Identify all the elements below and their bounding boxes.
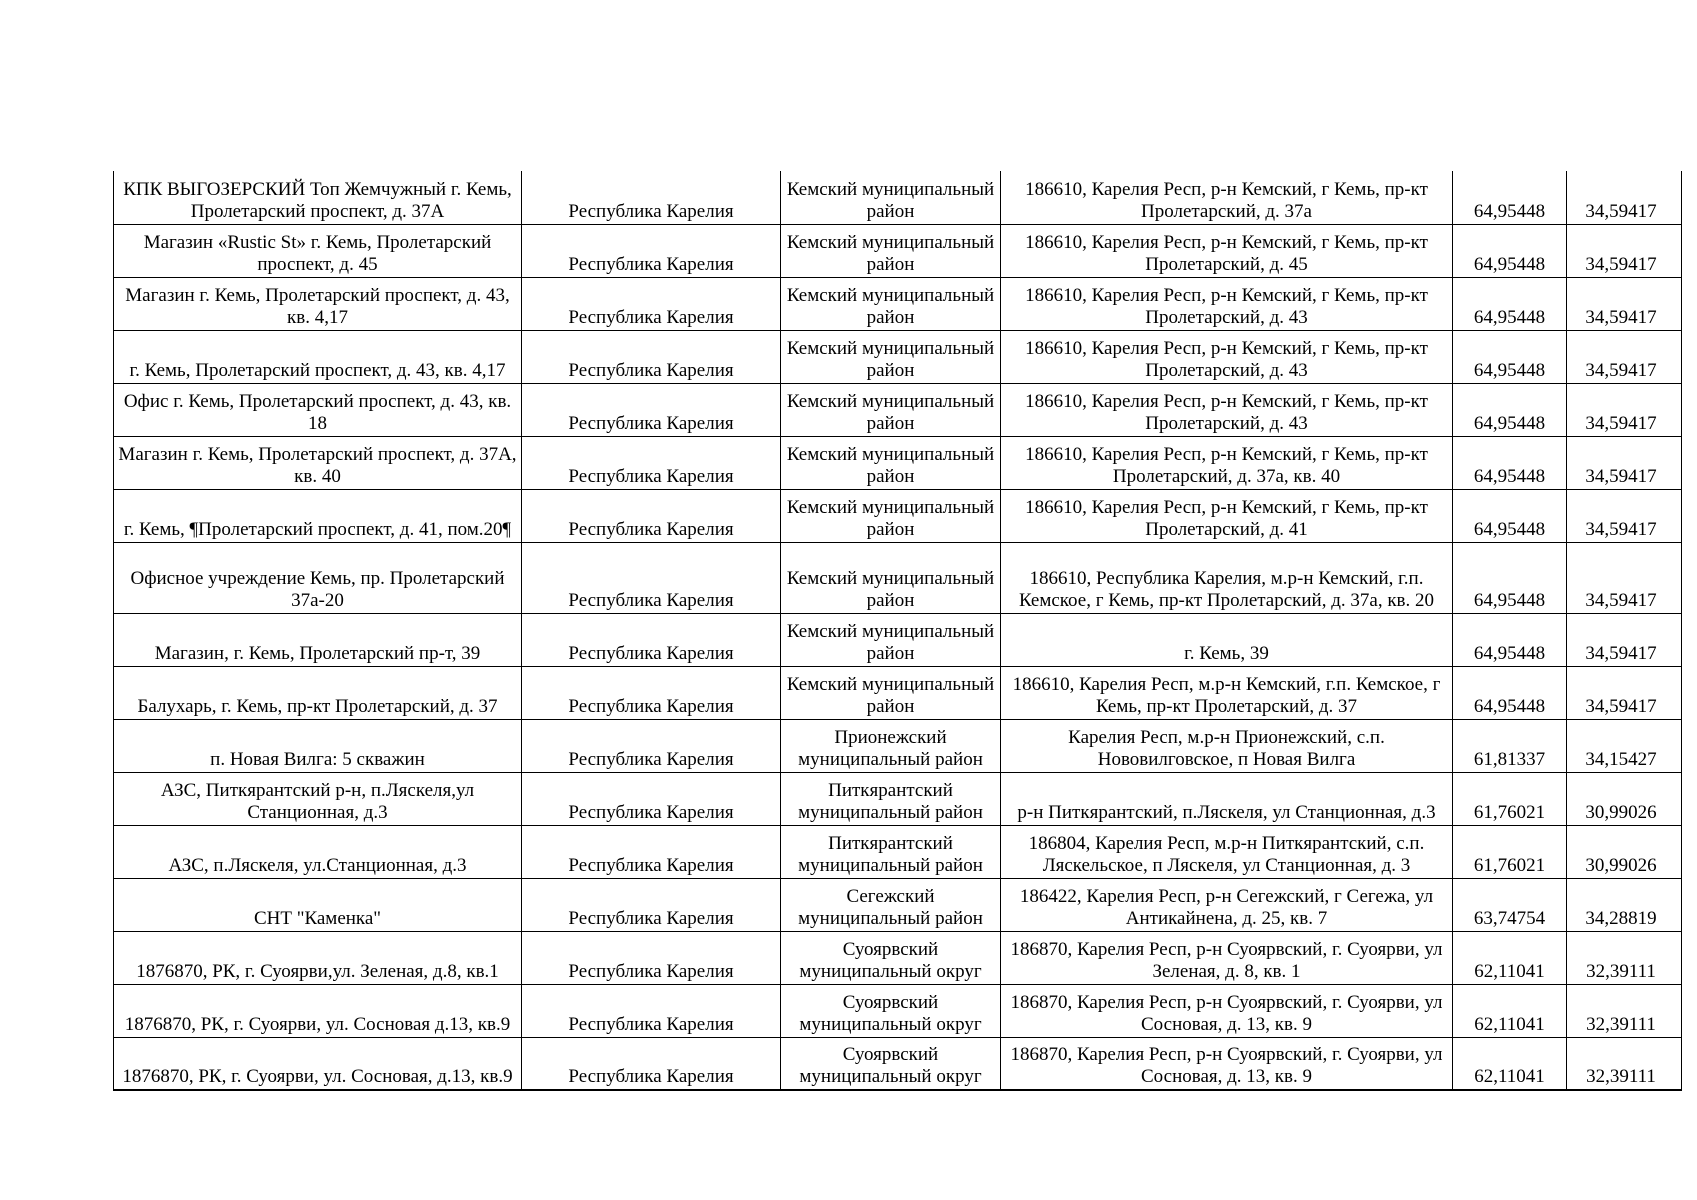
table-row xyxy=(114,1037,1682,1090)
table-row xyxy=(114,719,1682,772)
cell-location-name: Офисное учреждение Кемь, пр. Пролетарский 37а-20 xyxy=(114,542,522,613)
cell-district: Кемский муниципальный район xyxy=(781,330,1001,383)
cell-location-name: Магазин, г. Кемь, Пролетарский пр-т, 39 xyxy=(114,613,522,666)
cell-location-name: 1876870, РК, г. Суоярви, ул. Сосновая, д.13, кв.9 xyxy=(114,1037,522,1090)
cell-region: Республика Карелия xyxy=(522,878,781,931)
cell-latitude: 62,11041 xyxy=(1453,984,1567,1037)
cell-district: Питкярантский муниципальный район xyxy=(781,772,1001,825)
cell-region: Республика Карелия xyxy=(522,613,781,666)
cell-longitude: 34,59417 xyxy=(1567,330,1682,383)
cell-address: 186870, Карелия Респ, р-н Суоярвский, г. Суоярви, ул Сосновая, д. 13, кв. 9 xyxy=(1001,1037,1453,1090)
table-row xyxy=(114,984,1682,1037)
table-row xyxy=(114,171,1682,224)
cell-district: Сегежский муниципальный район xyxy=(781,878,1001,931)
cell-district: Кемский муниципальный район xyxy=(781,171,1001,224)
cell-region: Республика Карелия xyxy=(522,825,781,878)
cell-longitude: 30,99026 xyxy=(1567,825,1682,878)
cell-region: Республика Карелия xyxy=(522,277,781,330)
cell-longitude: 34,59417 xyxy=(1567,489,1682,542)
cell-latitude: 64,95448 xyxy=(1453,436,1567,489)
cell-region: Республика Карелия xyxy=(522,489,781,542)
cell-location-name: Магазин г. Кемь, Пролетарский проспект, д. 37А, кв. 40 xyxy=(114,436,522,489)
cell-district: Кемский муниципальный район xyxy=(781,666,1001,719)
cell-longitude: 34,59417 xyxy=(1567,171,1682,224)
cell-district: Кемский муниципальный район xyxy=(781,613,1001,666)
cell-region: Республика Карелия xyxy=(522,719,781,772)
cell-region: Республика Карелия xyxy=(522,984,781,1037)
cell-region: Республика Карелия xyxy=(522,1037,781,1090)
cell-location-name: 1876870, РК, г. Суоярви, ул. Сосновая д.13, кв.9 xyxy=(114,984,522,1037)
table-row xyxy=(114,931,1682,984)
cell-longitude: 32,39111 xyxy=(1567,984,1682,1037)
cell-longitude: 34,59417 xyxy=(1567,542,1682,613)
cell-region: Республика Карелия xyxy=(522,383,781,436)
table-row xyxy=(114,825,1682,878)
registry-table-body xyxy=(114,171,1682,1090)
cell-address: р-н Питкярантский, п.Ляскеля, ул Станционная, д.3 xyxy=(1001,772,1453,825)
cell-address: 186422, Карелия Респ, р-н Сегежский, г Сегежа, ул Антикайнена, д. 25, кв. 7 xyxy=(1001,878,1453,931)
cell-district: Прионежский муниципальный район xyxy=(781,719,1001,772)
cell-district: Питкярантский муниципальный район xyxy=(781,825,1001,878)
cell-latitude: 64,95448 xyxy=(1453,489,1567,542)
cell-longitude: 34,59417 xyxy=(1567,277,1682,330)
cell-address: 186610, Карелия Респ, р-н Кемский, г Кемь, пр-кт Пролетарский, д. 43 xyxy=(1001,383,1453,436)
cell-address: 186870, Карелия Респ, р-н Суоярвский, г. Суоярви, ул Зеленая, д. 8, кв. 1 xyxy=(1001,931,1453,984)
cell-address: 186804, Карелия Респ, м.р-н Питкярантский, с.п. Ляскельское, п Ляскеля, ул Станционная, д. 3 xyxy=(1001,825,1453,878)
cell-latitude: 64,95448 xyxy=(1453,613,1567,666)
cell-region: Республика Карелия xyxy=(522,542,781,613)
cell-location-name: АЗС, п.Ляскеля, ул.Станционная, д.3 xyxy=(114,825,522,878)
cell-district: Кемский муниципальный район xyxy=(781,277,1001,330)
cell-location-name: г. Кемь, ¶Пролетарский проспект, д. 41, пом.20¶ xyxy=(114,489,522,542)
table-row xyxy=(114,772,1682,825)
cell-longitude: 34,59417 xyxy=(1567,666,1682,719)
table-row xyxy=(114,489,1682,542)
cell-latitude: 64,95448 xyxy=(1453,542,1567,613)
cell-latitude: 64,95448 xyxy=(1453,277,1567,330)
cell-address: г. Кемь, 39 xyxy=(1001,613,1453,666)
cell-address: 186610, Карелия Респ, р-н Кемский, г Кемь, пр-кт Пролетарский, д. 41 xyxy=(1001,489,1453,542)
cell-location-name: КПК ВЫГОЗЕРСКИЙ Топ Жемчужный г. Кемь, Пролетарский проспект, д. 37А xyxy=(114,171,522,224)
cell-location-name: Магазин г. Кемь, Пролетарский проспект, д. 43, кв. 4,17 xyxy=(114,277,522,330)
table-row xyxy=(114,613,1682,666)
cell-location-name: Балухарь, г. Кемь, пр-кт Пролетарский, д. 37 xyxy=(114,666,522,719)
cell-latitude: 64,95448 xyxy=(1453,224,1567,277)
cell-latitude: 61,76021 xyxy=(1453,825,1567,878)
cell-address: 186610, Карелия Респ, р-н Кемский, г Кемь, пр-кт Пролетарский, д. 43 xyxy=(1001,330,1453,383)
cell-location-name: Магазин «Rustic St» г. Кемь, Пролетарский проспект, д. 45 xyxy=(114,224,522,277)
cell-longitude: 34,59417 xyxy=(1567,383,1682,436)
cell-longitude: 30,99026 xyxy=(1567,772,1682,825)
cell-district: Кемский муниципальный район xyxy=(781,542,1001,613)
cell-longitude: 34,15427 xyxy=(1567,719,1682,772)
cell-latitude: 63,74754 xyxy=(1453,878,1567,931)
cell-latitude: 64,95448 xyxy=(1453,171,1567,224)
cell-district: Суоярвский муниципальный округ xyxy=(781,931,1001,984)
cell-latitude: 62,11041 xyxy=(1453,1037,1567,1090)
cell-region: Республика Карелия xyxy=(522,772,781,825)
cell-region: Республика Карелия xyxy=(522,931,781,984)
cell-district: Кемский муниципальный район xyxy=(781,383,1001,436)
cell-district: Суоярвский муниципальный округ xyxy=(781,1037,1001,1090)
cell-address: 186610, Республика Карелия, м.р-н Кемский, г.п. Кемское, г Кемь, пр-кт Пролетарский, д. 37а, кв. 20 xyxy=(1001,542,1453,613)
cell-location-name: г. Кемь, Пролетарский проспект, д. 43, кв. 4,17 xyxy=(114,330,522,383)
cell-location-name: СНТ "Каменка" xyxy=(114,878,522,931)
cell-latitude: 62,11041 xyxy=(1453,931,1567,984)
cell-region: Республика Карелия xyxy=(522,436,781,489)
cell-location-name: АЗС, Питкярантский р-н, п.Ляскеля,ул Станционная, д.3 xyxy=(114,772,522,825)
cell-latitude: 61,76021 xyxy=(1453,772,1567,825)
registry-table xyxy=(113,171,1682,1091)
cell-district: Кемский муниципальный район xyxy=(781,489,1001,542)
cell-longitude: 34,59417 xyxy=(1567,613,1682,666)
table-row xyxy=(114,383,1682,436)
table-row xyxy=(114,666,1682,719)
cell-longitude: 32,39111 xyxy=(1567,931,1682,984)
cell-region: Республика Карелия xyxy=(522,171,781,224)
cell-longitude: 34,28819 xyxy=(1567,878,1682,931)
cell-address: 186610, Карелия Респ, р-н Кемский, г Кемь, пр-кт Пролетарский, д. 37а xyxy=(1001,171,1453,224)
cell-region: Республика Карелия xyxy=(522,666,781,719)
cell-district: Кемский муниципальный район xyxy=(781,224,1001,277)
cell-longitude: 34,59417 xyxy=(1567,224,1682,277)
cell-address: 186870, Карелия Респ, р-н Суоярвский, г. Суоярви, ул Сосновая, д. 13, кв. 9 xyxy=(1001,984,1453,1037)
cell-latitude: 64,95448 xyxy=(1453,330,1567,383)
cell-latitude: 61,81337 xyxy=(1453,719,1567,772)
cell-location-name: Офис г. Кемь, Пролетарский проспект, д. 43, кв. 18 xyxy=(114,383,522,436)
table-row xyxy=(114,878,1682,931)
cell-district: Кемский муниципальный район xyxy=(781,436,1001,489)
cell-location-name: 1876870, РК, г. Суоярви,ул. Зеленая, д.8, кв.1 xyxy=(114,931,522,984)
cell-location-name: п. Новая Вилга: 5 скважин xyxy=(114,719,522,772)
cell-address: 186610, Карелия Респ, р-н Кемский, г Кемь, пр-кт Пролетарский, д. 45 xyxy=(1001,224,1453,277)
cell-address: 186610, Карелия Респ, м.р-н Кемский, г.п. Кемское, г Кемь, пр-кт Пролетарский, д. 37 xyxy=(1001,666,1453,719)
cell-latitude: 64,95448 xyxy=(1453,666,1567,719)
cell-longitude: 34,59417 xyxy=(1567,436,1682,489)
cell-region: Республика Карелия xyxy=(522,224,781,277)
table-row xyxy=(114,542,1682,613)
cell-longitude: 32,39111 xyxy=(1567,1037,1682,1090)
cell-region: Республика Карелия xyxy=(522,330,781,383)
cell-district: Суоярвский муниципальный округ xyxy=(781,984,1001,1037)
cell-address: 186610, Карелия Респ, р-н Кемский, г Кемь, пр-кт Пролетарский, д. 43 xyxy=(1001,277,1453,330)
table-row xyxy=(114,436,1682,489)
cell-address: 186610, Карелия Респ, р-н Кемский, г Кемь, пр-кт Пролетарский, д. 37а, кв. 40 xyxy=(1001,436,1453,489)
table-row xyxy=(114,330,1682,383)
table-row xyxy=(114,277,1682,330)
cell-latitude: 64,95448 xyxy=(1453,383,1567,436)
table-row xyxy=(114,224,1682,277)
cell-address: Карелия Респ, м.р-н Прионежский, с.п. Нововилговское, п Новая Вилга xyxy=(1001,719,1453,772)
